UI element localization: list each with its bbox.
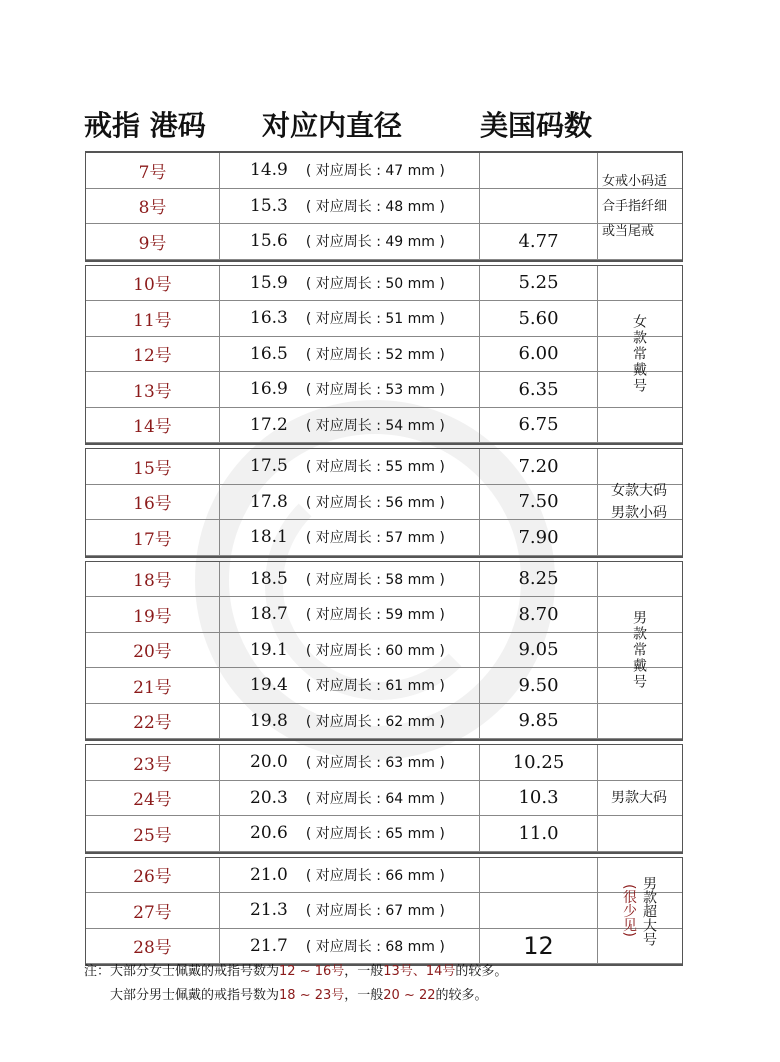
us-size-cell: 7.20	[480, 449, 598, 484]
size-group	[85, 744, 683, 854]
us-size-cell	[480, 858, 598, 893]
us-size-cell: 4.77	[480, 224, 598, 259]
size-cell: 28号	[86, 929, 220, 964]
footnote-text: 注：大部分女士佩戴的戒指号数为	[84, 964, 280, 979]
table-row	[86, 893, 682, 929]
diameter-value: 21.7	[250, 935, 288, 956]
note-aside: (很少见)	[621, 884, 637, 938]
table-row	[86, 266, 682, 302]
circumference-value: ( 对应周长 : 48 mm )	[305, 198, 445, 215]
us-size-cell: 5.25	[480, 266, 598, 301]
circumference-value: ( 对应周长 : 55 mm )	[305, 459, 445, 476]
us-size-cell: 10.25	[480, 745, 598, 780]
footnote-text: ，一般	[344, 988, 384, 1003]
table-row	[86, 153, 682, 189]
header-us-size: 美国码数	[480, 109, 593, 142]
diameter-value: 21.0	[250, 864, 288, 885]
note-text: 女戒小码适合手指纤细或当尾戒	[602, 173, 668, 239]
size-cell: 17号	[86, 520, 220, 555]
diameter-cell	[220, 485, 480, 520]
us-size-cell: 5.60	[480, 301, 598, 336]
circumference-value: ( 对应周长 : 66 mm )	[305, 867, 445, 884]
group-note	[596, 858, 682, 965]
us-size-cell	[480, 893, 598, 928]
us-size-cell	[480, 153, 598, 188]
diameter-value: 14.9	[250, 160, 288, 181]
size-group	[85, 448, 683, 558]
diameter-cell	[220, 301, 480, 336]
table-row	[86, 929, 682, 965]
size-cell: 16号	[86, 485, 220, 520]
us-size-cell: 6.75	[480, 408, 598, 443]
table-row	[86, 745, 682, 781]
size-cell: 24号	[86, 781, 220, 816]
circumference-value: ( 对应周长 : 65 mm )	[305, 826, 445, 843]
circumference-value: ( 对应周长 : 54 mm )	[305, 417, 445, 434]
diameter-value: 20.0	[250, 752, 288, 773]
circumference-value: ( 对应周长 : 58 mm )	[305, 571, 445, 588]
group-note	[596, 449, 682, 556]
circumference-value: ( 对应周长 : 56 mm )	[305, 494, 445, 511]
circumference-value: ( 对应周长 : 47 mm )	[305, 163, 445, 180]
diameter-cell	[220, 781, 480, 816]
footnote-line-2	[84, 984, 507, 1008]
table-row	[86, 485, 682, 521]
group-note	[596, 562, 682, 740]
size-cell: 18号	[86, 562, 220, 597]
size-group	[85, 857, 683, 967]
footnote-highlight: 18 ~ 23号	[279, 988, 345, 1003]
diameter-value: 15.3	[250, 195, 288, 216]
size-cell: 25号	[86, 816, 220, 851]
diameter-value: 18.5	[250, 568, 288, 589]
size-cell: 15号	[86, 449, 220, 484]
diameter-value: 16.5	[250, 343, 288, 364]
us-size-cell: 6.00	[480, 337, 598, 372]
diameter-cell	[220, 633, 480, 668]
diameter-cell	[220, 408, 480, 443]
table-row	[86, 520, 682, 556]
table-row	[86, 704, 682, 740]
diameter-value: 17.2	[250, 414, 288, 435]
size-cell: 11号	[86, 301, 220, 336]
us-size-cell: 9.85	[480, 704, 598, 739]
diameter-cell	[220, 337, 480, 372]
footnote-text: ，一般	[344, 964, 384, 979]
diameter-value: 15.6	[250, 231, 288, 252]
circumference-value: ( 对应周长 : 62 mm )	[305, 713, 445, 730]
circumference-value: ( 对应周长 : 60 mm )	[305, 642, 445, 659]
size-cell: 19号	[86, 597, 220, 632]
footnote	[84, 960, 507, 1008]
diameter-cell	[220, 520, 480, 555]
size-cell: 9号	[86, 224, 220, 259]
diameter-value: 16.9	[250, 379, 288, 400]
size-cell: 14号	[86, 408, 220, 443]
diameter-cell	[220, 745, 480, 780]
table-row	[86, 781, 682, 817]
table-row	[86, 337, 682, 373]
size-cell: 8号	[86, 189, 220, 224]
circumference-value: ( 对应周长 : 61 mm )	[305, 678, 445, 695]
us-size-cell: 7.50	[480, 485, 598, 520]
diameter-value: 20.6	[250, 823, 288, 844]
size-cell: 22号	[86, 704, 220, 739]
footnote-highlight: 13号、14号	[383, 964, 456, 979]
note-text: 女款大码男款小码	[611, 483, 667, 522]
note-main: 男款超大号	[641, 875, 657, 946]
circumference-value: ( 对应周长 : 52 mm )	[305, 346, 445, 363]
table-row	[86, 224, 682, 260]
diameter-value: 21.3	[250, 900, 288, 921]
diameter-value: 18.1	[250, 527, 288, 548]
us-size-cell: 6.35	[480, 372, 598, 407]
size-group	[85, 561, 683, 742]
group-note	[596, 153, 682, 260]
table-row	[86, 597, 682, 633]
circumference-value: ( 对应周长 : 53 mm )	[305, 382, 445, 399]
diameter-cell	[220, 929, 480, 964]
table-row	[86, 562, 682, 598]
size-cell: 10号	[86, 266, 220, 301]
footnote-text: 的较多。	[435, 988, 488, 1003]
header-diameter: 对应内直径	[262, 109, 403, 142]
diameter-cell	[220, 189, 480, 224]
circumference-value: ( 对应周长 : 51 mm )	[305, 311, 445, 328]
diameter-value: 18.7	[250, 604, 288, 625]
diameter-value: 17.8	[250, 491, 288, 512]
us-size-cell: 12	[480, 929, 598, 964]
circumference-value: ( 对应周长 : 67 mm )	[305, 903, 445, 920]
diameter-value: 17.5	[250, 456, 288, 477]
diameter-cell	[220, 668, 480, 703]
circumference-value: ( 对应周长 : 50 mm )	[305, 275, 445, 292]
footnote-highlight: 12 ~ 16号	[279, 964, 345, 979]
table-row	[86, 668, 682, 704]
size-cell: 23号	[86, 745, 220, 780]
diameter-value: 19.1	[250, 639, 288, 660]
diameter-value: 20.3	[250, 787, 288, 808]
table-row	[86, 408, 682, 444]
table-row	[86, 372, 682, 408]
footnote-highlight: 20 ~ 22	[383, 988, 436, 1003]
diameter-value: 16.3	[250, 308, 288, 329]
size-cell: 13号	[86, 372, 220, 407]
footnote-text: 大部分男士佩戴的戒指号数为	[110, 988, 280, 1003]
table-row	[86, 189, 682, 225]
circumference-value: ( 对应周长 : 68 mm )	[305, 938, 445, 955]
footnote-line-1	[84, 960, 507, 984]
diameter-cell	[220, 893, 480, 928]
diameter-cell	[220, 372, 480, 407]
size-cell: 27号	[86, 893, 220, 928]
size-group	[85, 265, 683, 446]
circumference-value: ( 对应周长 : 59 mm )	[305, 607, 445, 624]
diameter-cell	[220, 449, 480, 484]
table-row	[86, 858, 682, 894]
diameter-cell	[220, 858, 480, 893]
table-row	[86, 633, 682, 669]
size-cell: 7号	[86, 153, 220, 188]
note-text: 男款常戴号	[631, 610, 647, 691]
diameter-cell	[220, 266, 480, 301]
diameter-cell	[220, 224, 480, 259]
circumference-value: ( 对应周长 : 63 mm )	[305, 755, 445, 772]
diameter-cell	[220, 597, 480, 632]
size-cell: 21号	[86, 668, 220, 703]
table-row	[86, 816, 682, 852]
us-size-cell: 8.25	[480, 562, 598, 597]
header-size: 戒指 港码	[84, 109, 206, 142]
us-size-cell: 7.90	[480, 520, 598, 555]
us-size-cell: 8.70	[480, 597, 598, 632]
size-group	[85, 151, 683, 262]
circumference-value: ( 对应周长 : 64 mm )	[305, 790, 445, 807]
diameter-value: 19.4	[250, 675, 288, 696]
diameter-value: 19.8	[250, 710, 288, 731]
table-row	[86, 449, 682, 485]
us-size-cell: 10.3	[480, 781, 598, 816]
group-note	[596, 266, 682, 444]
diameter-cell	[220, 704, 480, 739]
diameter-cell	[220, 153, 480, 188]
circumference-value: ( 对应周长 : 49 mm )	[305, 234, 445, 251]
us-size-cell	[480, 189, 598, 224]
us-size-cell: 9.05	[480, 633, 598, 668]
ring-size-table	[85, 151, 683, 969]
size-cell: 26号	[86, 858, 220, 893]
diameter-cell	[220, 816, 480, 851]
us-size-cell: 11.0	[480, 816, 598, 851]
footnote-text: 的较多。	[455, 964, 508, 979]
size-cell: 12号	[86, 337, 220, 372]
us-size-cell: 9.50	[480, 668, 598, 703]
table-row	[86, 301, 682, 337]
circumference-value: ( 对应周长 : 57 mm )	[305, 530, 445, 547]
note-text: 女款常戴号	[631, 314, 647, 395]
diameter-value: 15.9	[250, 272, 288, 293]
size-cell: 20号	[86, 633, 220, 668]
note-text: 男款大码	[611, 790, 667, 807]
diameter-cell	[220, 562, 480, 597]
group-note	[596, 745, 682, 852]
